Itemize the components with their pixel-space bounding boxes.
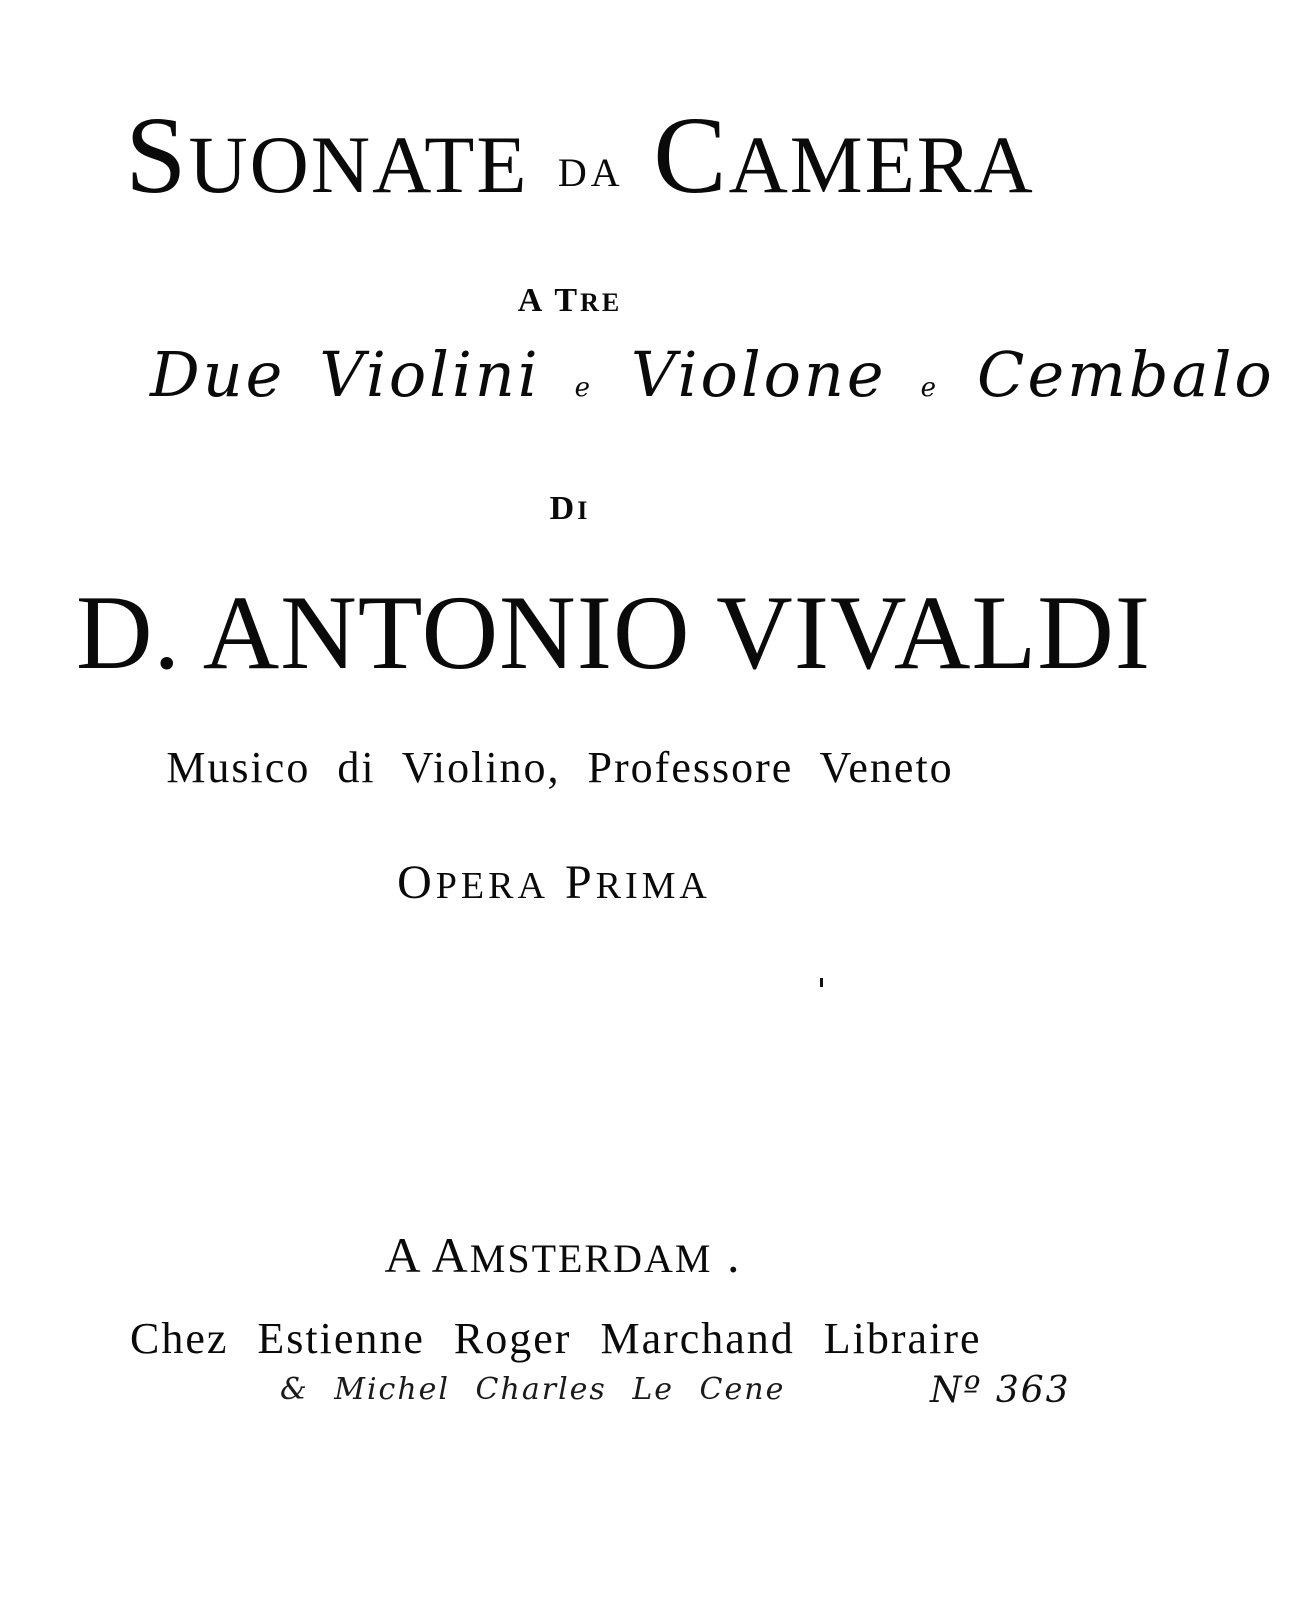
by-rest: I: [577, 496, 591, 525]
instrument-separator-1: e: [574, 373, 593, 403]
instrument-cembalo: Cembalo: [977, 338, 1275, 411]
instrument-violini: Violini: [319, 338, 541, 411]
city-prefix: A: [384, 1227, 420, 1283]
instrumentation-line: [150, 338, 1275, 412]
plate-number: Nº 363: [930, 1370, 1071, 1411]
by-initial: D: [549, 490, 578, 527]
publisher-line: Chez Estienne Roger Marchand Libraire: [130, 1314, 982, 1363]
opus-initial-o: O: [397, 856, 436, 909]
city-initial: A: [431, 1227, 470, 1283]
title-word-suonate-rest: UONATE: [188, 119, 529, 210]
instrument-separator-2: e: [920, 373, 940, 403]
opus-word-pera: PERA: [435, 865, 549, 907]
title-initial-s: S: [125, 94, 189, 216]
title-initial-c: C: [653, 94, 729, 216]
scoring-intro-re: RE: [580, 288, 623, 317]
opus-number: [0, 855, 1108, 910]
scoring-intro-a: A: [517, 282, 544, 319]
opus-initial-p: P: [564, 856, 596, 909]
instrument-violone: Violone: [631, 338, 887, 411]
composer-profession: Musico di Violino, Professore Veneto: [166, 743, 954, 792]
composer-name: D. ANTONIO VIVALDI: [76, 574, 1152, 691]
city-rest: MSTERDAM: [469, 1236, 713, 1281]
publication-city: [0, 1226, 1126, 1284]
title-word-camera-rest: AMERA: [728, 119, 1035, 210]
ink-speck: [820, 978, 823, 987]
successor-publisher-line: & Michel Charles Le Cene: [280, 1372, 786, 1407]
city-period: .: [726, 1227, 742, 1283]
by-line: [0, 490, 1140, 528]
title-word-da: DA: [557, 150, 624, 195]
scoring-intro-t: T: [554, 282, 581, 319]
scoring-intro: [0, 282, 1140, 320]
title-page-heading: [70, 94, 1090, 216]
instrument-due: Due: [150, 338, 286, 411]
opus-word-rima: RIMA: [595, 865, 711, 907]
